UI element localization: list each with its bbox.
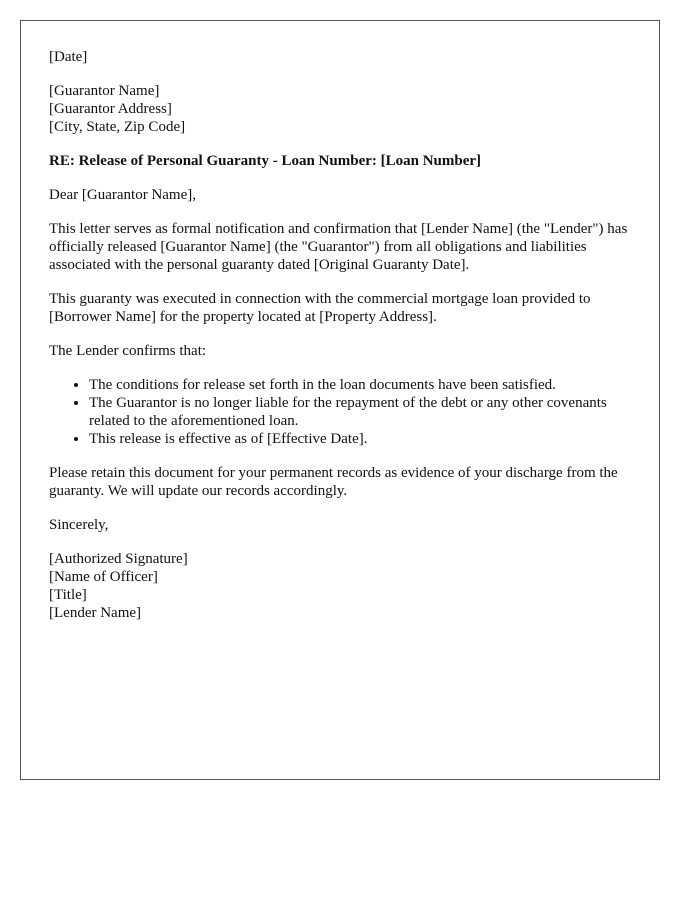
recipient-city-state-zip: [City, State, Zip Code] [49, 119, 186, 135]
officer-name: [Name of Officer] [49, 569, 158, 585]
body-paragraph: This guaranty was executed in connection with the commercial mortgage loan provided to [Borrower Name] for the property located at [Property Address]. [49, 291, 591, 325]
list-item: • This release is effective as of [Effective Date]. [89, 430, 631, 448]
conditions-list [49, 376, 631, 448]
recipient-address-block [49, 82, 631, 136]
lender-name: [Lender Name] [49, 605, 142, 621]
signature-block [49, 550, 631, 622]
closing-salutation: Sincerely, [49, 517, 109, 533]
officer-title: [Title] [49, 587, 87, 603]
letter-date: [Date] [49, 49, 88, 65]
list-item: • The Guarantor is no longer liable for the repayment of the debt or any other covenants related to the aforementioned loan. [89, 394, 631, 430]
body-paragraph: This letter serves as formal notification and confirmation that [Lender Name] (the "Lender") has officially released [Guarantor Name] (the "Guarantor") from all obligations and liabilities associated with the personal guaranty dated [Original Guaranty Date]. [49, 221, 628, 273]
subject-line: RE: Release of Personal Guaranty - Loan Number: [Loan Number] [49, 153, 482, 169]
recipient-address: [Guarantor Address] [49, 101, 172, 117]
letter-document [20, 20, 660, 780]
recipient-name: [Guarantor Name] [49, 83, 160, 99]
closing-paragraph: Please retain this document for your permanent records as evidence of your discharge from the guaranty. We will update our records accordingly. [49, 465, 618, 499]
body-paragraph: The Lender confirms that: [49, 343, 207, 359]
salutation: Dear [Guarantor Name], [49, 187, 197, 203]
authorized-signature: [Authorized Signature] [49, 551, 188, 567]
list-item: • The conditions for release set forth in the loan documents have been satisfied. [89, 376, 631, 394]
